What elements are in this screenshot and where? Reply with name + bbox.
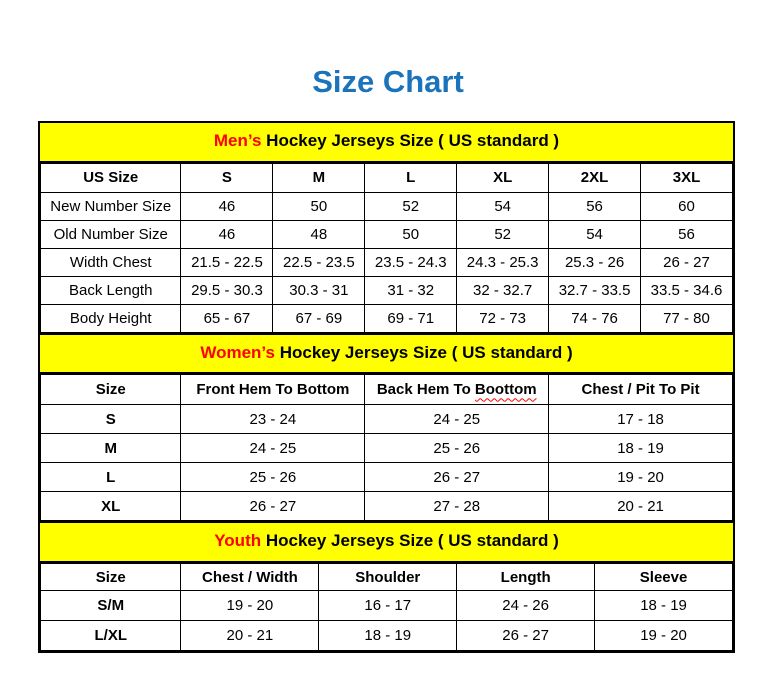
- mens-cell: 54: [457, 192, 549, 220]
- page-title: Size Chart: [312, 64, 464, 99]
- womens-cell: 26 - 27: [365, 463, 549, 492]
- table-row: [41, 492, 733, 521]
- womens-cell: 24 - 25: [365, 405, 549, 434]
- youth-header-row: [41, 564, 733, 591]
- mens-cell: 77 - 80: [641, 304, 733, 332]
- youth-col-header: Length: [457, 564, 595, 591]
- youth-cell: 26 - 27: [457, 621, 595, 651]
- mens-cell: 52: [457, 220, 549, 248]
- table-row: [41, 405, 733, 434]
- youth-banner-highlight: Youth: [214, 531, 262, 551]
- womens-cell: 24 - 25: [181, 434, 365, 463]
- table-row: [41, 434, 733, 463]
- mens-cell: 22.5 - 23.5: [273, 248, 365, 276]
- mens-cell: 65 - 67: [181, 304, 273, 332]
- mens-cell: 54: [549, 220, 641, 248]
- womens-cell: 19 - 20: [549, 463, 733, 492]
- mens-cell: 26 - 27: [641, 248, 733, 276]
- youth-cell: 18 - 19: [319, 621, 457, 651]
- table-row: [41, 276, 733, 304]
- womens-cell: 25 - 26: [181, 463, 365, 492]
- mens-row-label: Width Chest: [41, 248, 181, 276]
- youth-cell: 18 - 19: [595, 591, 733, 621]
- mens-row-label: Old Number Size: [41, 220, 181, 248]
- mens-banner-highlight: Men’s: [213, 131, 262, 150]
- mens-section-banner: [40, 123, 733, 163]
- womens-col-header: Chest / Pit To Pit: [549, 375, 733, 405]
- youth-cell: 19 - 20: [595, 621, 733, 651]
- mens-header-row: [41, 163, 733, 192]
- womens-cell: 20 - 21: [549, 492, 733, 521]
- womens-col-header: Front Hem To Bottom: [181, 375, 365, 405]
- youth-section-banner: [40, 521, 733, 563]
- mens-size-table: [40, 163, 733, 333]
- mens-cell: 32.7 - 33.5: [549, 276, 641, 304]
- mens-row-label: Body Height: [41, 304, 181, 332]
- mens-cell: 21.5 - 22.5: [181, 248, 273, 276]
- mens-col-header: US Size: [41, 163, 181, 192]
- mens-cell: 56: [549, 192, 641, 220]
- youth-cell: 20 - 21: [181, 621, 319, 651]
- mens-cell: 33.5 - 34.6: [641, 276, 733, 304]
- size-chart: [38, 121, 735, 653]
- mens-col-header: S: [181, 163, 273, 192]
- misspelled-word: Boottom: [474, 381, 537, 399]
- womens-cell: 18 - 19: [549, 434, 733, 463]
- womens-col-header: Back Hem To Boottom: [365, 375, 549, 405]
- mens-col-header: 3XL: [641, 163, 733, 192]
- youth-col-header: Sleeve: [595, 564, 733, 591]
- table-row: [41, 220, 733, 248]
- table-row: [41, 304, 733, 332]
- mens-cell: 69 - 71: [365, 304, 457, 332]
- womens-section-banner: [40, 333, 733, 375]
- womens-cell: 26 - 27: [181, 492, 365, 521]
- youth-col-header: Chest / Width: [181, 564, 319, 591]
- womens-size-table: [40, 374, 733, 521]
- mens-cell: 67 - 69: [273, 304, 365, 332]
- youth-col-header: Shoulder: [319, 564, 457, 591]
- womens-banner-text: Hockey Jerseys Size ( US standard ): [279, 342, 573, 362]
- mens-cell: 25.3 - 26: [549, 248, 641, 276]
- womens-cell: 23 - 24: [181, 405, 365, 434]
- youth-cell: 24 - 26: [457, 591, 595, 621]
- mens-col-header: XL: [457, 163, 549, 192]
- table-row: [41, 621, 733, 651]
- mens-cell: 72 - 73: [457, 304, 549, 332]
- mens-banner-text: Hockey Jerseys Size ( US standard ): [266, 131, 560, 150]
- womens-cell: 25 - 26: [365, 434, 549, 463]
- mens-cell: 56: [641, 220, 733, 248]
- mens-col-header: 2XL: [549, 163, 641, 192]
- mens-cell: 31 - 32: [365, 276, 457, 304]
- mens-cell: 32 - 32.7: [457, 276, 549, 304]
- mens-cell: 30.3 - 31: [273, 276, 365, 304]
- mens-cell: 24.3 - 25.3: [457, 248, 549, 276]
- mens-cell: 50: [365, 220, 457, 248]
- youth-banner-text: Hockey Jerseys Size ( US standard ): [265, 531, 559, 551]
- table-row: [41, 463, 733, 492]
- womens-row-label: XL: [41, 492, 181, 521]
- womens-cell: 27 - 28: [365, 492, 549, 521]
- table-row: [41, 248, 733, 276]
- youth-cell: 19 - 20: [181, 591, 319, 621]
- womens-row-label: S: [41, 405, 181, 434]
- womens-row-label: M: [41, 434, 181, 463]
- mens-col-header: L: [365, 163, 457, 192]
- mens-cell: 29.5 - 30.3: [181, 276, 273, 304]
- mens-cell: 50: [273, 192, 365, 220]
- womens-cell: 17 - 18: [549, 405, 733, 434]
- mens-row-label: New Number Size: [41, 192, 181, 220]
- mens-cell: 60: [641, 192, 733, 220]
- youth-size-table: [40, 563, 733, 651]
- youth-cell: 16 - 17: [319, 591, 457, 621]
- table-row: [41, 591, 733, 621]
- mens-row-label: Back Length: [41, 276, 181, 304]
- youth-row-label: S/M: [41, 591, 181, 621]
- womens-header-row: [41, 375, 733, 405]
- womens-banner-highlight: Women’s: [200, 342, 275, 362]
- mens-cell: 48: [273, 220, 365, 248]
- womens-col-header: Size: [41, 375, 181, 405]
- mens-cell: 23.5 - 24.3: [365, 248, 457, 276]
- mens-cell: 52: [365, 192, 457, 220]
- youth-row-label: L/XL: [41, 621, 181, 651]
- womens-row-label: L: [41, 463, 181, 492]
- mens-cell: 46: [181, 192, 273, 220]
- mens-cell: 74 - 76: [549, 304, 641, 332]
- table-row: [41, 192, 733, 220]
- youth-col-header: Size: [41, 564, 181, 591]
- mens-col-header: M: [273, 163, 365, 192]
- mens-cell: 46: [181, 220, 273, 248]
